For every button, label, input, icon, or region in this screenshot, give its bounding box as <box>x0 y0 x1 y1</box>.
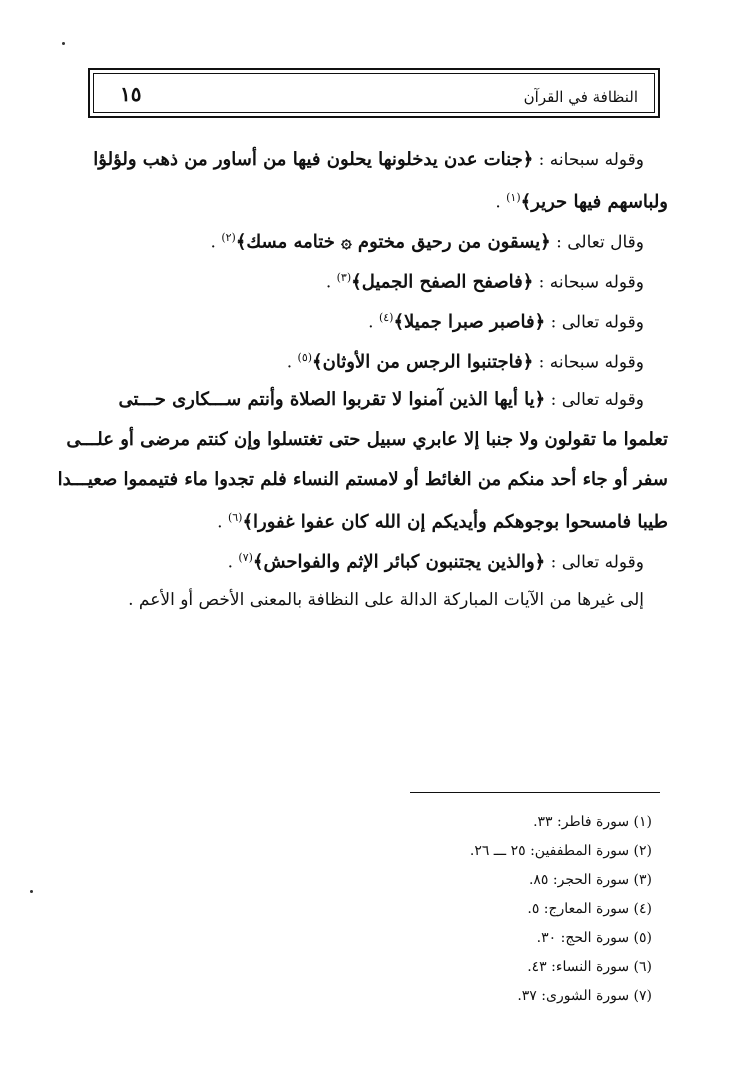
closing-sentence: إلى غيرها من الآيات المباركة الدالة على النظافة بالمعنى الأخص أو الأعم . <box>128 590 644 610</box>
footnote-item: (٦) سورة النساء: ٤٣. <box>527 959 652 975</box>
quran-verse: ﴿فاجتنبوا الرجس من الأوثان﴾ <box>312 351 534 373</box>
quran-verse: ﴿يا أيها الذين آمنوا لا تقربوا الصلاة وأنتم ســـكارى حـــتى <box>118 389 546 410</box>
footnote-reference: (١) <box>506 190 521 204</box>
line-tail: . <box>286 352 298 373</box>
line-tail: . <box>210 232 222 253</box>
running-header-title: النظافة في القرآن <box>523 88 638 106</box>
line-intro: وقوله سبحانه : <box>533 150 644 170</box>
line-tail: . <box>227 552 239 573</box>
footnote-separator <box>410 792 660 793</box>
footnotes <box>470 808 652 1011</box>
footnote-item: (١) سورة فاطر: ٣٣. <box>533 814 652 830</box>
scan-speck <box>62 42 65 45</box>
text-line <box>66 420 668 460</box>
text-line <box>82 340 668 380</box>
footnote-item: (٤) سورة المعارج: ٥. <box>527 901 652 917</box>
quran-verse: تعلموا ما تقولون ولا جنبا إلا عابري سبيل حتى تغتسلوا وإن كنتم مرضى أو علـــى <box>66 429 668 450</box>
text-line <box>82 380 668 420</box>
footnote-reference: (٦) <box>227 510 243 524</box>
footnote-reference: (٥) <box>297 350 313 364</box>
quran-verse: ﴿فاصبر صبرا جميلا﴾ <box>393 311 546 333</box>
footnote-item: (٣) سورة الحجر: ٨٥. <box>528 872 652 888</box>
quran-verse: سفر أو جاء أحد منكم من الغائط أو لامستم النساء فلم تجدوا ماء فتيمموا صعيـــدا <box>57 469 668 490</box>
line-intro: وقوله سبحانه : <box>533 272 644 293</box>
footnote-item: (٥) سورة الحج: ٣٠. <box>536 930 652 946</box>
quran-verse: ولباسهم فيها حرير﴾ <box>520 191 668 213</box>
quran-verse: طيبا فامسحوا بوجوهكم وأيديكم إن الله كان عفوا غفورا﴾ <box>242 511 668 533</box>
line-intro: وقوله تعالى : <box>545 552 644 573</box>
text-line <box>82 540 668 580</box>
quran-verse: ﴿يسقون من رحيق مختوم ۞ ختامه مسك﴾ <box>235 231 551 253</box>
running-header-inner-border <box>93 73 655 113</box>
text-line <box>82 580 668 620</box>
line-intro: وقوله تعالى : <box>545 390 644 410</box>
line-tail: . <box>217 512 228 533</box>
footnote-item: (٧) سورة الشورى: ٣٧. <box>517 988 652 1004</box>
running-header <box>88 68 660 118</box>
line-tail: . <box>368 312 379 333</box>
text-line <box>82 220 668 260</box>
text-line <box>82 260 668 300</box>
footnote-reference: (٧) <box>238 550 253 564</box>
line-intro: وقوله سبحانه : <box>533 352 644 373</box>
scan-speck <box>30 890 33 893</box>
footnote-reference: (٣) <box>336 270 352 284</box>
line-intro: وقال تعالى : <box>550 232 644 253</box>
line-intro: وقوله تعالى : <box>545 312 644 333</box>
text-line <box>82 300 668 340</box>
text-line <box>82 140 668 180</box>
quran-verse: ﴿جنات عدن يدخلونها يحلون فيها من أساور من ذهب ولؤلؤا <box>93 149 534 170</box>
line-tail: . <box>495 192 507 213</box>
text-line <box>57 460 668 500</box>
quran-verse: ﴿والذين يجتنبون كبائر الإثم والفواحش﴾ <box>252 551 546 573</box>
footnote-item: (٢) سورة المطففين: ٢٥ ـــ ٢٦. <box>469 843 652 859</box>
text-line <box>82 500 668 540</box>
page-number: ١٥ <box>120 82 142 106</box>
text-line <box>82 180 668 220</box>
quran-verse: ﴿فاصفح الصفح الجميل﴾ <box>351 271 534 293</box>
line-tail: . <box>325 272 337 293</box>
footnote-reference: (٢) <box>221 230 236 244</box>
footnote-reference: (٤) <box>378 310 394 324</box>
main-text <box>57 140 668 620</box>
